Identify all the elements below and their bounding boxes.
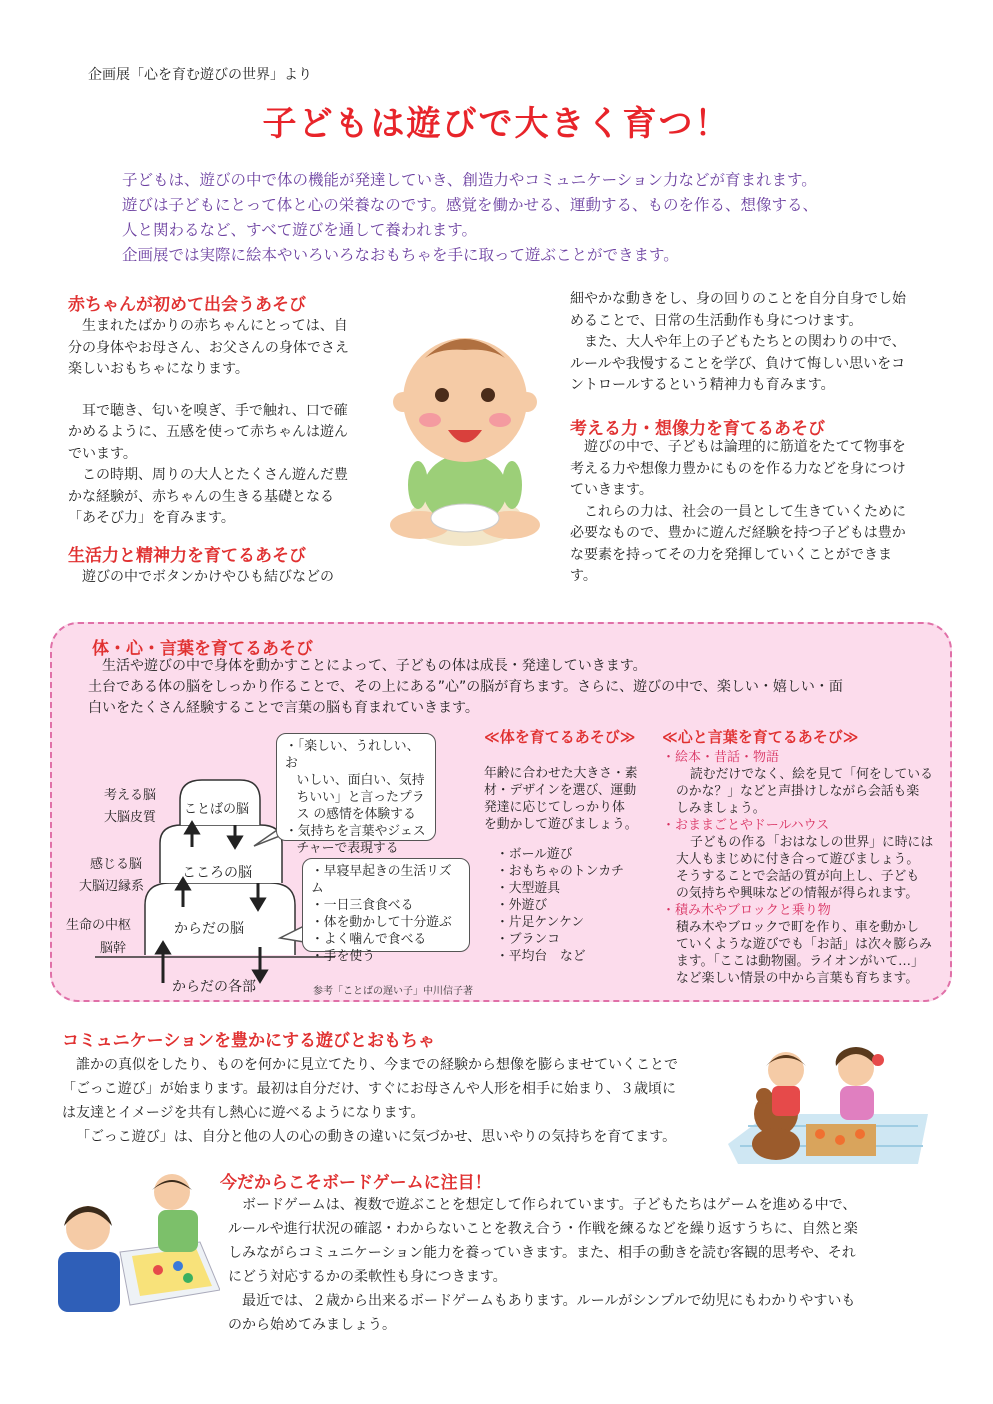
comm-line: 「ごっこ遊び」が始まります。最初は自分だけ、すぐにお母さんや人形を相手に始まり、３歳頃に bbox=[62, 1081, 677, 1097]
list-item: ・ブランコ bbox=[496, 932, 560, 947]
intro-line: 企画展では実際に絵本やいろいろなおもちゃを手に取って遊ぶことができます。 bbox=[122, 246, 679, 264]
body-play-desc-line: 材・デザインを選び、運動 bbox=[484, 783, 637, 798]
mind-play-text: 読むだけでなく、絵を見て「何をしている bbox=[690, 767, 933, 782]
callout-lifestyle bbox=[302, 858, 470, 964]
mind-play-text: 積み木やブロックで町を作り、車を動かし bbox=[676, 920, 919, 935]
diagram-side-label: 脳幹 bbox=[100, 941, 127, 956]
callout-line: ・「楽しい、うれしい、お bbox=[285, 739, 420, 771]
body-play-list bbox=[496, 846, 656, 965]
diagram-layer-language: ことばの脳 bbox=[184, 802, 250, 817]
board-text bbox=[228, 1193, 918, 1337]
board-line: ルールや進行状況の確認・わからないことを教え合う・作戦を練るなどを繰り返すうちに、自然と楽 bbox=[228, 1221, 858, 1237]
mind-play-text: そうすることで会話の質が向上し、子ども bbox=[676, 869, 920, 884]
list-item: ・ボール遊び bbox=[496, 847, 573, 862]
board-line: ボードゲームは、複数で遊ぶことを想定して作られています。子どもたちはゲームを進める中で、 bbox=[242, 1197, 857, 1213]
life-p2: 細やかな動きをし、身の回りのことを自分自身でし始めることで、日常の生活動作も身につけます。 bbox=[570, 291, 906, 329]
callout-line: チャーで表現する bbox=[296, 841, 399, 856]
think-text bbox=[570, 437, 915, 588]
diagram-side-label: 大脳皮質 bbox=[104, 810, 157, 825]
mind-play-text: 大人もまじめに付き合って遊びましょう。 bbox=[676, 852, 920, 867]
life-heading: 生活力と精神力を育てるあそび bbox=[68, 546, 306, 566]
comm-line: 誰かの真似をしたり、ものを何かに見立てたり、今までの経験から想像を膨らませていくことで bbox=[76, 1057, 678, 1073]
comm-text bbox=[62, 1053, 732, 1149]
pink-heading: 体・心・言葉を育てるあそび bbox=[92, 639, 313, 659]
life-continued bbox=[570, 289, 915, 397]
list-item: ・おもちゃのトンカチ bbox=[496, 864, 624, 879]
page-title: 子どもは遊びで大きく育つ！ bbox=[262, 104, 731, 144]
callout-line: ・よく噛んで食べる bbox=[311, 932, 427, 947]
callout-line: ・手を使う bbox=[311, 949, 375, 964]
mind-play-item: ・絵本・昔話・物語 bbox=[662, 750, 780, 765]
think-p2: これらの力は、社会の一員として生きていくために必要なもので、豊かに遊んだ経験を持つ子どもは豊かな要素を持ってその力を発揮していくことができます。 bbox=[570, 503, 906, 584]
pink-line: 白いをたくさん経験することで言葉の脳も育まれていきます。 bbox=[88, 700, 479, 716]
mind-play-text: など楽しい情景の中から言葉も育ちます。 bbox=[676, 971, 919, 986]
baby-text bbox=[68, 316, 358, 530]
callout-emotion bbox=[276, 733, 436, 856]
mind-play-list bbox=[662, 749, 942, 987]
diagram-reference: 参考「ことばの遅い子」中川信子著 bbox=[313, 986, 473, 997]
comm-line: 「ごっこ遊び」は、自分と他の人の心の動きの違いに気づかせ、思いやりの気持ちを育てます。 bbox=[76, 1129, 677, 1145]
intro-line: 人と関わるなど、すべて遊びを通して養われます。 bbox=[122, 221, 477, 239]
callout-line: いしい、面白い、気持 bbox=[296, 773, 425, 788]
diagram-base-label: からだの各部 bbox=[172, 979, 256, 995]
intro-line: 子どもは、遊びの中で体の機能が発達していき、創造力やコミュニケーション力などが育まれます。 bbox=[122, 171, 817, 189]
life-p1: 遊びの中でボタンかけやひも結びなどの bbox=[82, 569, 334, 585]
board-game-illustration bbox=[50, 1170, 220, 1315]
kicker-text: 企画展「心を育む遊びの世界」より bbox=[88, 67, 312, 83]
diagram-side-label: 生命の中枢 bbox=[66, 918, 132, 933]
mind-play-text: のかな？」などと声掛けしながら会話も楽 bbox=[676, 784, 920, 799]
diagram-side-label: 考える脳 bbox=[104, 788, 157, 803]
mind-play-text: ていくような遊びでも「お話」は次々膨らみ bbox=[676, 937, 932, 952]
intro-paragraph bbox=[122, 168, 892, 268]
body-play-heading: ≪体を育てるあそび≫ bbox=[484, 728, 636, 746]
diagram-side-label: 感じる脳 bbox=[90, 857, 143, 872]
diagram-layer-body: からだの脳 bbox=[174, 921, 244, 937]
list-item: ・片足ケンケン bbox=[496, 915, 585, 930]
board-line: しみながらコミュニケーション能力を養っていきます。また、相手の動きを読む客観的思考や、それ bbox=[228, 1245, 856, 1261]
board-line: のから始めてみましょう。 bbox=[228, 1317, 396, 1333]
body-play-desc-line: 発達に応じてしっかり体 bbox=[484, 800, 625, 815]
comm-heading: コミュニケーションを豊かにする遊びとおもちゃ bbox=[62, 1031, 435, 1051]
comm-line: は友達とイメージを共有し熱心に遊べるようになります。 bbox=[62, 1105, 425, 1121]
callout-line: ス の感情を体験する bbox=[296, 807, 416, 822]
body-play-desc bbox=[484, 765, 654, 833]
list-item: ・平均台 など bbox=[496, 949, 586, 964]
baby-p3: この時期、周りの大人とたくさん遊んだ豊かな経験が、赤ちゃんの生きる基礎となる「あそび力」を育みます。 bbox=[68, 467, 348, 526]
mind-play-item: ・おままごとやドールハウス bbox=[662, 818, 830, 833]
intro-line: 遊びは子どもにとって体と心の栄養なのです。感覚を働かせる、運動する、ものを作る、想像する、 bbox=[122, 196, 818, 214]
callout-line: ・体を動かして十分遊ぶ bbox=[311, 915, 452, 930]
board-line: 最近では、２歳から出来るボードゲームもあります。ルールがシンプルで幼児にもわかりやすいも bbox=[242, 1293, 856, 1309]
body-play-desc-line: 年齢に合わせた大きさ・素 bbox=[484, 766, 638, 781]
pink-line: 土台である体の脳をしっかり作ることで、その上にある”心”の脳が育ちます。さらに、遊びの中で、楽しい・嬉しい・面 bbox=[88, 679, 843, 695]
callout-line: ちいい」と言ったプラ bbox=[296, 790, 425, 805]
callout-line: ・早寝早起きの生活リズム bbox=[311, 864, 452, 896]
mind-play-heading: ≪心と言葉を育てるあそび≫ bbox=[662, 728, 859, 746]
callout-line: ・一日三食食べる bbox=[311, 898, 414, 913]
think-heading: 考える力・想像力を育てるあそび bbox=[570, 419, 825, 439]
mind-play-text: しみましょう。 bbox=[676, 801, 766, 816]
callout-line: ・気持ちを言葉やジェス bbox=[285, 824, 426, 839]
list-item: ・大型遊具 bbox=[496, 881, 560, 896]
body-play-desc-line: を動かして遊びましょう。 bbox=[484, 817, 638, 832]
board-heading: 今だからこそボードゲームに注目！ bbox=[220, 1173, 492, 1193]
baby-heading: 赤ちゃんが初めて出会うあそび bbox=[68, 295, 306, 315]
mind-play-item: ・積み木やブロックと乗り物 bbox=[662, 903, 831, 918]
baby-illustration bbox=[380, 320, 550, 550]
pretend-play-illustration bbox=[728, 1036, 928, 1164]
mind-play-text: 子どもの作る「おはなしの世界」に時には bbox=[690, 835, 934, 850]
mind-play-text: の気持ちや興味などの情報が得られます。 bbox=[676, 886, 919, 901]
diagram-layer-heart: こころの脳 bbox=[182, 865, 252, 881]
baby-p2: 耳で聴き、匂いを嗅ぎ、手で触れ、口で確かめるように、五感を使って赤ちゃんは遊んでいます。 bbox=[68, 402, 348, 462]
mind-play-text: ます。「ここは動物園。ライオンがいて…」 bbox=[676, 954, 924, 969]
life-p3: また、大人や年上の子どもたちとの関わりの中で、ルールや我慢することを学び、負けて悔しい思いをコントロールするという精神力も育みます。 bbox=[570, 334, 906, 393]
list-item: ・外遊び bbox=[496, 898, 548, 913]
pink-line: 生活や遊びの中で身体を動かすことによって、子どもの体は成長・発達していきます。 bbox=[102, 658, 647, 674]
pink-intro bbox=[88, 656, 928, 719]
board-line: にどう対応するかの柔軟性も身につきます。 bbox=[228, 1269, 507, 1285]
diagram-side-label: 大脳辺縁系 bbox=[79, 879, 145, 894]
think-p1: 遊びの中で、子どもは論理的に筋道をたてて物事を考える力や想像力豊かにものを作る力などを身につけていきます。 bbox=[570, 439, 906, 498]
baby-p1: 生まれたばかりの赤ちゃんにとっては、自分の身体やお母さん、お父さんの身体でさえ楽しいおもちゃになります。 bbox=[68, 318, 349, 377]
